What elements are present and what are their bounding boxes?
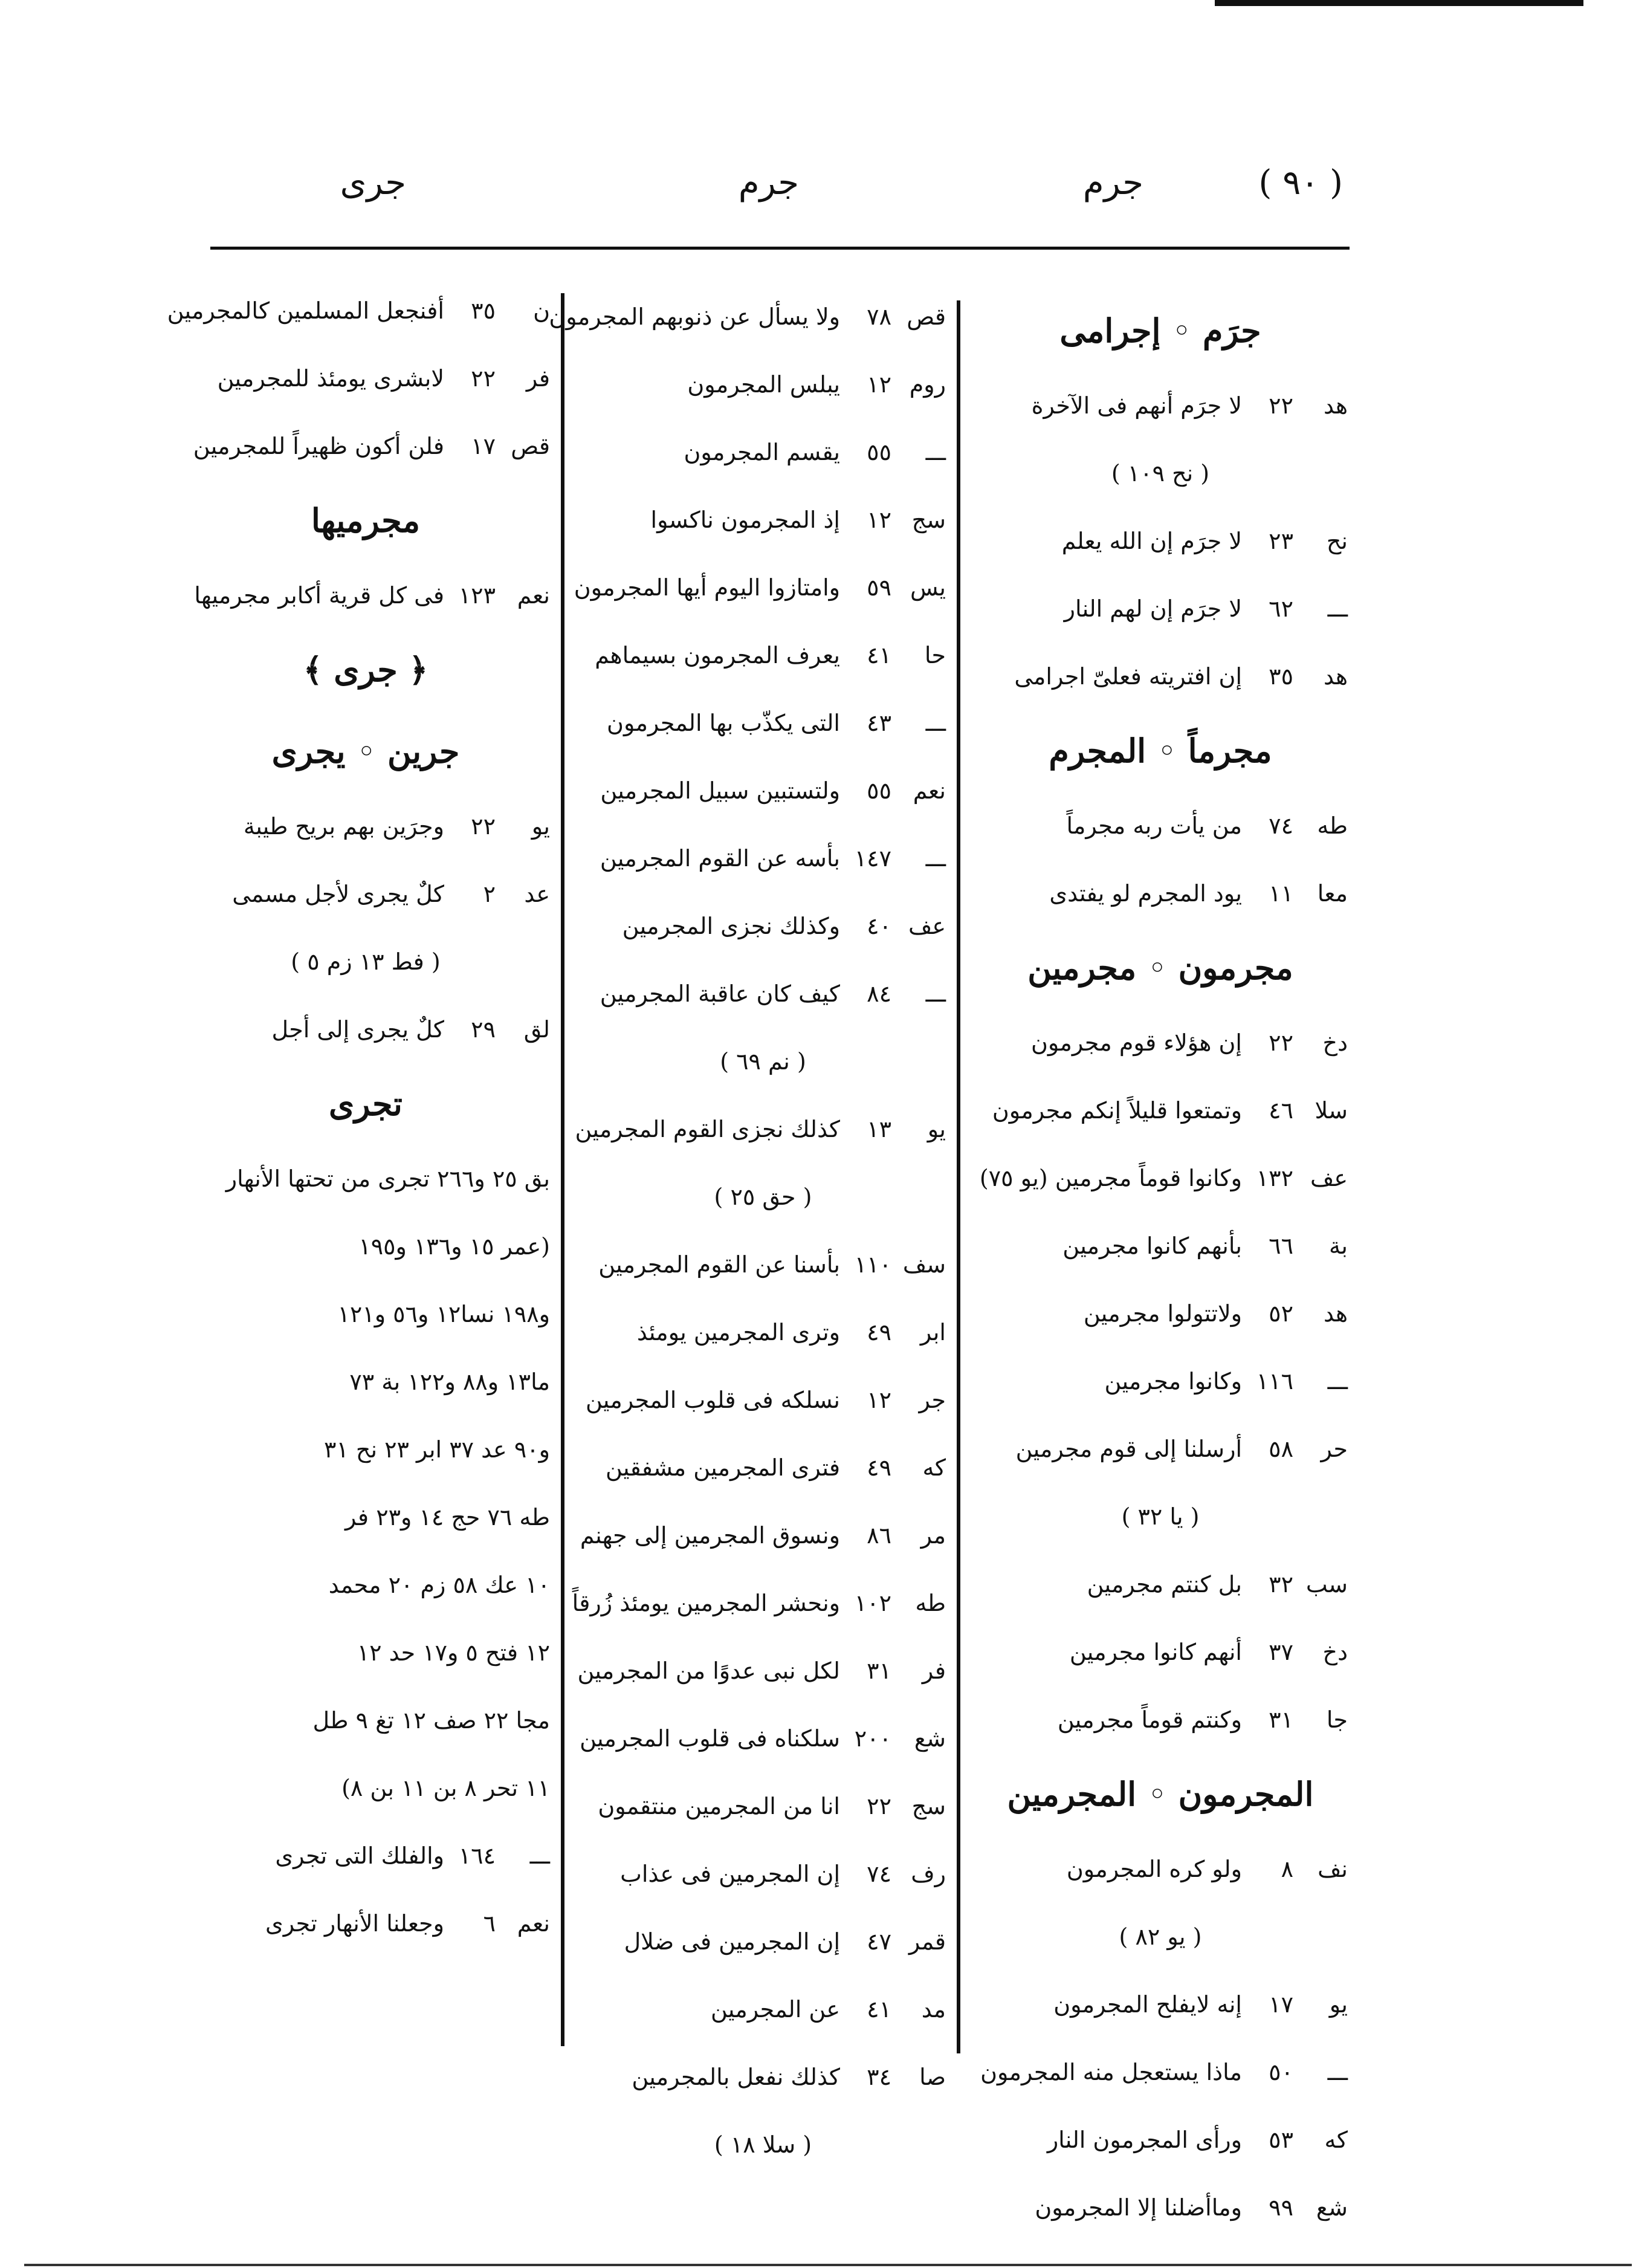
verse-number: ٤٣ <box>867 710 891 736</box>
verse-number: ٤٠ <box>867 913 891 939</box>
verse-number: ٢ <box>483 881 496 907</box>
reference-line: (عمر ١٥ و١٣٦ و١٩٥ <box>358 1233 550 1260</box>
surah-abbrev: مر <box>920 1522 946 1549</box>
index-entry <box>181 345 550 412</box>
reference-line: ما١٣ و٨٨ و١٢٢ بة ٧٣ <box>349 1369 550 1395</box>
index-entry <box>580 1366 946 1434</box>
verse-text: عن المجرمين <box>710 1996 840 2023</box>
cross-reference: ( يا ٣٢ ) <box>1121 1503 1200 1530</box>
verse-number: ٢٢ <box>471 365 496 392</box>
verse-text: كلٌ يجرى لأجل مسمى <box>232 881 444 907</box>
verse-text: كذلك نجزى القوم المجرمين <box>575 1116 840 1142</box>
index-entry <box>181 1890 550 1957</box>
verse-text: وكانوا مجرمين <box>1104 1368 1242 1395</box>
surah-abbrev: طه <box>1317 812 1348 839</box>
verse-text: وامتازوا اليوم أيها المجرمون <box>574 574 840 601</box>
header-word-right: جرم <box>1082 163 1143 202</box>
verse-number: ٣٤ <box>867 2064 891 2090</box>
index-entry <box>181 412 550 480</box>
surah-abbrev: جر <box>919 1387 946 1413</box>
verse-text: وترى المجرمين يومئذ <box>636 1319 840 1346</box>
verse-number: ٩٩ <box>1269 2194 1293 2221</box>
verse-number: ٥٥ <box>867 777 891 804</box>
reference-line: ١٠ عك ٥٨ زم ٢٠ محمد <box>328 1572 550 1598</box>
index-entry <box>580 1434 946 1502</box>
surah-abbrev: ن <box>533 297 550 324</box>
verse-number: ٦٦ <box>1269 1233 1293 1259</box>
index-entry <box>575 1095 946 1163</box>
verse-text: لكل نبى عدوًا من المجرمين <box>577 1657 840 1684</box>
verse-text: وكذلك نجزى المجرمين <box>622 913 840 939</box>
cross-reference: ( حق ٢٥ ) <box>714 1184 812 1210</box>
surah-abbrev: يو <box>1329 1991 1348 2018</box>
index-entry <box>580 1231 946 1298</box>
surah-abbrev: ـــ <box>925 439 946 465</box>
verse-number: ١٠٢ <box>854 1590 891 1616</box>
verse-text: وكنتم قوماً مجرمين <box>1057 1706 1242 1733</box>
reference-line: مجا ٢٢ صف ١٢ تغ ٩ طل <box>312 1707 550 1734</box>
surah-abbrev: دخ <box>1322 1029 1348 1056</box>
verse-number: ٥٩ <box>867 574 891 601</box>
verse-number: ١١٦ <box>1256 1368 1293 1395</box>
surah-abbrev: دخ <box>1322 1639 1348 1665</box>
index-entry <box>973 1550 1348 1618</box>
surah-abbrev: عد <box>524 881 550 907</box>
reference-line: ١٢ فتح ٥ و١٧ حد ١٢ <box>357 1639 550 1666</box>
verse-number: ٢٣ <box>1269 528 1293 554</box>
index-entry <box>580 1772 946 1840</box>
index-entry <box>973 507 1348 575</box>
verse-text: ولو كره المجرمون <box>1066 1856 1242 1882</box>
index-entry <box>580 2043 946 2111</box>
surah-abbrev: حا <box>924 642 946 669</box>
surah-abbrev: حر <box>1321 1436 1348 1462</box>
verse-text: بأسنا عن القوم المجرمين <box>598 1251 840 1278</box>
verse-number: ١٣٢ <box>1256 1165 1293 1191</box>
section-heading: ﴿ جرى ﴾ <box>303 650 428 689</box>
verse-text: وجعلنا الأنهار تجرى <box>265 1910 444 1937</box>
verse-number: ٤٩ <box>867 1319 891 1346</box>
index-entry <box>973 1415 1348 1483</box>
index-entry <box>973 1212 1348 1280</box>
index-entry <box>580 621 946 689</box>
surah-abbrev: ـــ <box>1327 1368 1348 1395</box>
verse-number: ٧٤ <box>1269 812 1293 839</box>
surah-abbrev: ـــ <box>529 1842 550 1869</box>
index-entry <box>181 1822 550 1890</box>
verse-number: ٨ <box>1281 1856 1293 1882</box>
verse-number: ٦٢ <box>1269 595 1293 622</box>
surah-abbrev: هد <box>1324 663 1348 690</box>
verse-number: ٢٠٠ <box>854 1725 891 1752</box>
verse-text: بأسه عن القوم المجرمين <box>600 845 840 872</box>
verse-number: ٣٢ <box>1269 1571 1293 1598</box>
verse-number: ٨٦ <box>867 1522 891 1549</box>
section-heading: جرَم ◦ إجرامى <box>1059 311 1261 350</box>
verse-number: ٣٥ <box>471 297 496 324</box>
page-header <box>0 151 1633 218</box>
verse-text: إن هؤلاء قوم مجرمون <box>1031 1029 1242 1056</box>
verse-text: فترى المجرمين مشفقين <box>606 1454 840 1481</box>
verse-number: ٥٨ <box>1269 1436 1293 1462</box>
verse-text: لا جرَم إن لهم النار <box>1064 595 1242 622</box>
verse-text: ولتستبين سبيل المجرمين <box>600 777 840 804</box>
verse-number: ١٢ <box>867 1387 891 1413</box>
index-entry <box>973 1347 1348 1415</box>
section-heading: مجرماً ◦ المجرم <box>1049 731 1272 770</box>
surah-abbrev: ـــ <box>1327 2059 1348 2085</box>
index-entry <box>973 1835 1348 1903</box>
verse-text: سلكناه فى قلوب المجرمين <box>580 1725 840 1752</box>
verse-text: فلن أكون ظهيراً للمجرمين <box>193 433 444 459</box>
verse-number: ١٧ <box>1269 1991 1293 2018</box>
index-entry <box>973 860 1348 927</box>
surah-abbrev: فر <box>922 1657 946 1684</box>
verse-number: ٦ <box>483 1910 496 1937</box>
surah-abbrev: يو <box>927 1116 946 1142</box>
surah-abbrev: سلا <box>1314 1097 1348 1124</box>
verse-text: إن افتريته فعلىّ اجرامى <box>1014 663 1242 690</box>
index-entry <box>580 757 946 825</box>
header-rule <box>210 247 1350 250</box>
reference-line: و١٩٨ نسا١٢ و٥٦ و١٢١ <box>337 1301 550 1327</box>
verse-text: من يأت ربه مجرماً <box>1066 812 1242 839</box>
cross-reference: ( سلا ١٨ ) <box>714 2131 812 2158</box>
index-entry <box>973 575 1348 643</box>
surah-abbrev: يو <box>531 813 550 840</box>
surah-abbrev: فر <box>526 365 550 392</box>
cross-reference: ( فط ١٣ زم ٥ ) <box>291 948 441 975</box>
verse-number: ٤١ <box>867 1996 891 2023</box>
index-entry <box>973 372 1348 439</box>
verse-text: نسلكه فى قلوب المجرمين <box>586 1387 840 1413</box>
surah-abbrev: ـــ <box>1327 595 1348 622</box>
verse-text: إذ المجرمون ناكسوا <box>650 507 840 533</box>
verse-number: ١٦٤ <box>458 1842 496 1869</box>
verse-text: وجرَين بهم بريح طيبة <box>243 813 444 840</box>
cross-reference: ( نم ٦٩ ) <box>720 1048 806 1075</box>
surah-abbrev: بة <box>1329 1233 1348 1259</box>
index-entry <box>973 1686 1348 1754</box>
index-entry <box>973 1618 1348 1686</box>
surah-abbrev: نعم <box>913 777 946 804</box>
verse-number: ٥٣ <box>1269 2127 1293 2153</box>
surah-abbrev: ـــ <box>925 710 946 736</box>
index-entry <box>181 996 550 1063</box>
index-entry <box>580 1502 946 1569</box>
index-entry <box>572 1569 946 1637</box>
surah-abbrev: رف <box>911 1861 946 1887</box>
verse-number: ٥٢ <box>1269 1300 1293 1327</box>
verse-text: يعرف المجرمون بسيماهم <box>595 642 840 669</box>
verse-text: لابشرى يومئذ للمجرمين <box>217 365 444 392</box>
column-rule-left <box>561 293 564 2046</box>
index-entry <box>181 860 550 928</box>
index-entry <box>580 689 946 757</box>
surah-abbrev: ـــ <box>925 980 946 1007</box>
page-number: ( ٩٠ ) <box>1258 163 1343 202</box>
verse-number: ٢٢ <box>471 813 496 840</box>
verse-number: ٤١ <box>867 642 891 669</box>
section-heading: جرين ◦ يجرى <box>271 732 460 771</box>
verse-text: وماأضلنا إلا المجرمون <box>1035 2194 1242 2221</box>
cross-reference: ( يو ٨٢ ) <box>1119 1923 1202 1950</box>
surah-abbrev: صا <box>919 2064 946 2090</box>
surah-abbrev: ابر <box>920 1319 946 1346</box>
surah-abbrev: هد <box>1324 392 1348 419</box>
section-heading: المجرمون ◦ المجرمين <box>1007 1775 1314 1813</box>
index-entry <box>580 1298 946 1366</box>
surah-abbrev: نح <box>1326 528 1348 554</box>
surah-abbrev: نعم <box>517 582 550 609</box>
verse-number: ٣١ <box>867 1657 891 1684</box>
surah-abbrev: يس <box>910 574 946 601</box>
surah-abbrev: نف <box>1318 1856 1348 1882</box>
index-entry <box>973 1009 1348 1077</box>
verse-number: ١١٠ <box>854 1251 891 1278</box>
verse-number: ٥٠ <box>1269 2059 1293 2085</box>
top-rule <box>1215 0 1583 6</box>
index-entry <box>549 283 946 351</box>
verse-text: ورأى المجرمون النار <box>1047 2127 1242 2153</box>
index-entry <box>973 792 1348 860</box>
verse-number: ١٢٣ <box>458 582 496 609</box>
surah-abbrev: قص <box>907 303 946 330</box>
verse-text: لا جرَم أنهم فى الآخرة <box>1031 392 1242 419</box>
section-heading: تجرى <box>329 1084 403 1123</box>
verse-number: ٧٤ <box>867 1861 891 1887</box>
index-entry <box>973 1077 1348 1144</box>
index-entry <box>580 351 946 418</box>
verse-number: ١٤٧ <box>854 845 891 872</box>
index-entry <box>580 1975 946 2043</box>
verse-text: يقسم المجرمون <box>684 439 840 465</box>
surah-abbrev: سب <box>1305 1571 1348 1598</box>
surah-abbrev: طه <box>915 1590 946 1616</box>
header-word-left: جرى <box>340 163 406 202</box>
verse-number: ٣١ <box>1269 1706 1293 1733</box>
verse-text: كلٌ يجرى إلى أجل <box>271 1016 444 1043</box>
verse-number: ٤٩ <box>867 1454 891 1481</box>
index-entry <box>973 2106 1348 2174</box>
verse-text: ونسوق المجرمين إلى جهنم <box>580 1522 840 1549</box>
verse-text: كذلك نفعل بالمجرمين <box>632 2064 840 2090</box>
index-entry <box>580 1908 946 1975</box>
verse-text: كيف كان عاقبة المجرمين <box>600 980 840 1007</box>
surah-abbrev: كه <box>922 1454 946 1481</box>
index-entry <box>580 892 946 960</box>
reference-line: بق ٢٥ و٢٦٦ تجرى من تحتها الأنهار <box>225 1165 550 1192</box>
verse-number: ٣٧ <box>1269 1639 1293 1665</box>
verse-text: أرسلنا إلى قوم مجرمين <box>1015 1436 1242 1462</box>
index-entry <box>580 825 946 892</box>
verse-number: ٢٢ <box>1269 1029 1293 1056</box>
verse-text: وتمتعوا قليلاً إنكم مجرمون <box>992 1097 1242 1124</box>
surah-abbrev: ـــ <box>925 845 946 872</box>
verse-text: أفنجعل المسلمين كالمجرمين <box>167 297 444 324</box>
verse-text: وكانوا قوماً مجرمين (يو ٧٥) <box>979 1165 1242 1191</box>
verse-number: ٣٥ <box>1269 663 1293 690</box>
surah-abbrev: جا <box>1326 1706 1348 1733</box>
verse-text: إن المجرمين فى ضلال <box>624 1928 840 1955</box>
index-entry <box>580 960 946 1028</box>
verse-text: يود المجرم لو يفتدى <box>1049 880 1242 907</box>
surah-abbrev: عف <box>1310 1165 1348 1191</box>
index-entry <box>181 562 550 629</box>
surah-abbrev: هد <box>1324 1300 1348 1327</box>
reference-line: طه ٧٦ حج ١٤ و٢٣ فر <box>344 1504 550 1531</box>
index-entry <box>580 1705 946 1772</box>
verse-text: لا جرَم إن الله يعلم <box>1061 528 1242 554</box>
verse-number: ١٢ <box>867 371 891 398</box>
reference-line: و٩٠ عد ٣٧ ابر ٢٣ نح ٣١ <box>324 1436 550 1463</box>
verse-number: ١١ <box>1269 880 1293 907</box>
verse-text: التى يكذّب بها المجرمون <box>607 710 840 736</box>
index-entry <box>973 1144 1348 1212</box>
verse-text: ماذا يستعجل منه المجرمون <box>980 2059 1242 2085</box>
verse-text: ونحشر المجرمين يومئذ زُرقاً <box>572 1590 840 1616</box>
index-entry <box>167 277 550 345</box>
index-entry <box>580 418 946 486</box>
index-entry <box>580 1840 946 1908</box>
header-word-mid: جرم <box>738 163 799 202</box>
surah-abbrev: لق <box>523 1016 550 1043</box>
surah-abbrev: معا <box>1317 880 1348 907</box>
index-entry <box>973 2174 1348 2241</box>
column-middle <box>549 283 946 2179</box>
index-entry <box>973 643 1348 710</box>
surah-abbrev: قمر <box>908 1928 946 1955</box>
surah-abbrev: سف <box>902 1251 946 1278</box>
verse-number: ١٣ <box>867 1116 891 1142</box>
verse-number: ٥٥ <box>867 439 891 465</box>
bottom-rule <box>24 2264 1632 2266</box>
verse-text: يبلس المجرمون <box>687 371 840 398</box>
surah-abbrev: مد <box>921 1996 946 2023</box>
surah-abbrev: شع <box>914 1725 946 1752</box>
surah-abbrev: شع <box>1316 2194 1348 2221</box>
verse-text: بأنهم كانوا مجرمين <box>1062 1233 1242 1259</box>
surah-abbrev: روم <box>909 371 946 398</box>
verse-number: ٢٩ <box>471 1016 496 1043</box>
surah-abbrev: كه <box>1324 2127 1348 2153</box>
verse-number: ٨٤ <box>867 980 891 1007</box>
index-entry <box>973 2038 1348 2106</box>
verse-text: ولا يسأل عن ذنوبهم المجرمون <box>549 303 840 330</box>
column-left <box>167 277 550 1957</box>
verse-number: ٧٨ <box>867 303 891 330</box>
verse-text: إن المجرمين فى عذاب <box>620 1861 840 1887</box>
surah-abbrev: سج <box>911 507 946 533</box>
reference-line: ١١ تحر ٨ بن ١١ بن ٨) <box>341 1775 550 1801</box>
index-entry <box>181 792 550 860</box>
verse-text: بل كنتم مجرمين <box>1087 1571 1242 1598</box>
verse-number: ٤٦ <box>1269 1097 1293 1124</box>
surah-abbrev: نعم <box>517 1910 550 1937</box>
index-entry <box>973 1971 1348 2038</box>
column-right <box>973 290 1348 2241</box>
index-entry <box>580 486 946 554</box>
cross-reference: ( نح ١٠٩ ) <box>1111 460 1210 487</box>
surah-abbrev: سج <box>911 1793 946 1819</box>
surah-abbrev: عف <box>908 913 946 939</box>
verse-number: ٤٧ <box>867 1928 891 1955</box>
verse-text: انا من المجرمين منتقمون <box>598 1793 840 1819</box>
verse-number: ١٢ <box>867 507 891 533</box>
surah-abbrev: قص <box>511 433 550 459</box>
index-entry <box>574 554 946 621</box>
verse-text: فى كل قرية أكابر مجرميها <box>194 582 444 609</box>
verse-text: إنه لايفلح المجرمون <box>1053 1991 1242 2018</box>
index-entry <box>973 1280 1348 1347</box>
verse-text: أنهم كانوا مجرمين <box>1069 1639 1242 1665</box>
verse-number: ٢٢ <box>1269 392 1293 419</box>
section-heading: مجرمون ◦ مجرمين <box>1027 948 1293 987</box>
column-rule-right <box>957 300 960 2053</box>
section-heading: مجرميها <box>311 501 421 540</box>
verse-number: ١٧ <box>471 433 496 459</box>
verse-number: ٢٢ <box>867 1793 891 1819</box>
index-entry <box>577 1637 946 1705</box>
verse-text: والفلك التى تجرى <box>275 1842 444 1869</box>
verse-text: ولاتتولوا مجرمين <box>1083 1300 1242 1327</box>
